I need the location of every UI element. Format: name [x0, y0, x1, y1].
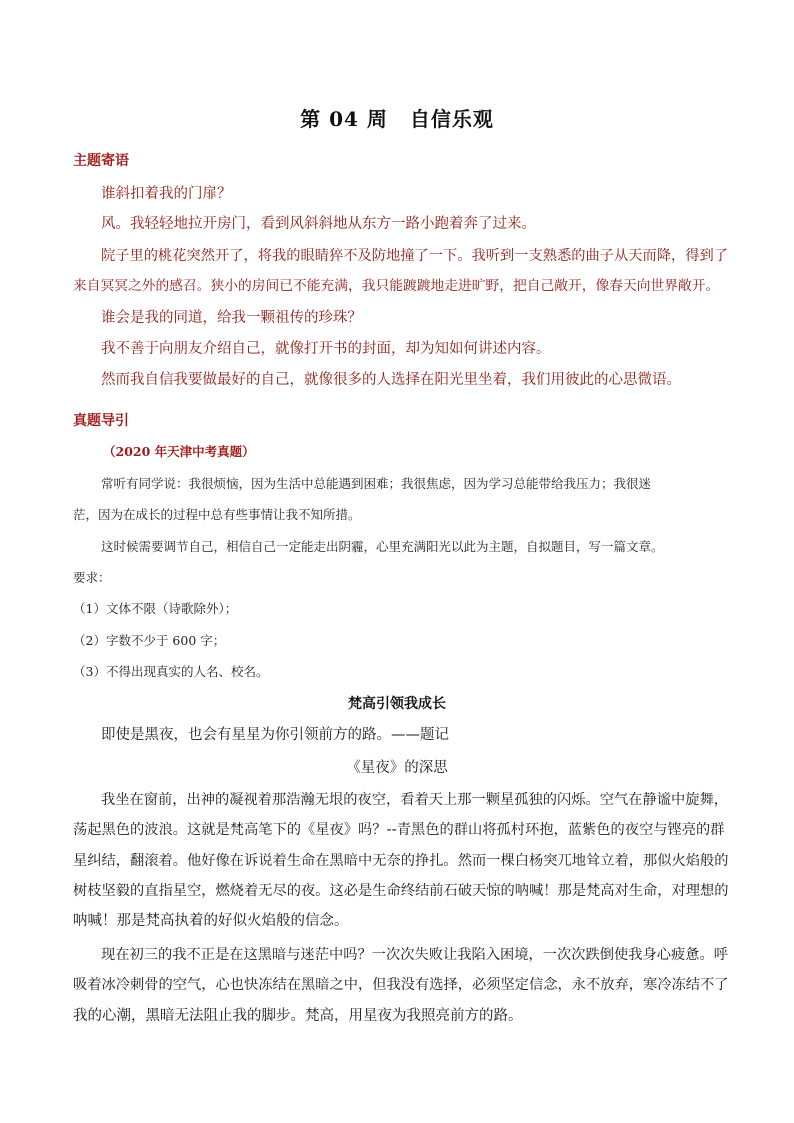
theme-line: 谁会是我的同道，给我一颗祖传的珍珠？	[101, 310, 362, 326]
exam-requirement: （1）文体不限（诗歌除外）；	[73, 601, 238, 616]
section-heading-exam: 真题导引	[73, 413, 129, 429]
essay-line: 吸着冰冷刺骨的空气，心也快冻结在黑暗之中，但我没有选择，必须坚定信念，永不放弃，寒冷冻结不了	[73, 977, 729, 993]
exam-line: 茫，因为在成长的过程中总有些事情让我不知所措。	[73, 507, 361, 522]
essay-line: 呐喊！那是梵高执着的好似火焰般的信念。	[73, 913, 349, 929]
exam-requirement: （2）字数不少于 600 字；	[73, 633, 226, 648]
essay-line: 我的心潮，黑暗无法阻止我的脚步。梵高，用星夜为我照亮前方的路。	[73, 1008, 523, 1024]
title-theme: 自信乐观	[409, 107, 494, 131]
essay-line: 我坐在窗前，出神的凝视着那浩瀚无垠的夜空，看着天上那一颗星孤独的闪烁。空气在静谧中旋舞，	[101, 792, 729, 808]
exam-line: 常听有同学说：我很烦恼，因为生活中总能遇到困难；我很焦虑，因为学习总能带给我压力；我很迷	[101, 476, 652, 491]
section-heading-theme: 主题寄语	[73, 153, 129, 169]
essay-line: 树枝坚毅的直指星空，燃烧着无尽的夜。这必是生命终结前石破天惊的呐喊！那是梵高对生命，对理想的	[73, 883, 729, 899]
theme-line: 来自冥冥之外的感召。狭小的房间已不能充满，我只能踱踱地走进旷野，把自己敞开，像春天向世界敞开。	[73, 278, 720, 294]
theme-line: 谁斜扣着我的门扉？	[101, 186, 232, 202]
exam-source: （2020 年天津中考真题）	[103, 444, 255, 459]
theme-line: 院子里的桃花突然开了，将我的眼睛猝不及防地撞了一下。我听到一支熟悉的曲子从天而降，得到了	[101, 248, 729, 264]
exam-requirement: （3）不得出现真实的人名、校名。	[73, 664, 269, 679]
theme-line: 然而我自信我要做最好的自己，就像很多的人选择在阳光里坐着，我们用彼此的心思微语。	[101, 372, 681, 388]
essay-line: 荡起黑色的波浪。这就是梵高笔下的《星夜》吗？--青黑色的群山将孤村环抱，蓝紫色的夜空与铿亮的群	[73, 822, 725, 838]
essay-line: 现在初三的我不正是在这黑暗与迷茫中吗？一次次失败让我陷入困境，一次次跌倒使我身心疲惫。呼	[101, 947, 729, 963]
essay-title: 梵高引领我成长	[348, 696, 446, 712]
title-week: 第 04 周	[300, 107, 388, 131]
theme-line: 风。我轻轻地拉开房门，看到风斜斜地从东方一路小跑着奔了过来。	[101, 216, 536, 232]
exam-line: 这时候需要调节自己，相信自己一定能走出阴霾，心里充满阳光以此为主题，自拟题目，写一篇文章。	[101, 539, 664, 554]
essay-line: 星纠结，翻滚着。他好像在诉说着生命在黑暗中无奈的挣扎。然而一棵白杨突兀地耸立着，那似火焰般的	[73, 853, 729, 869]
essay-subtitle: 《星夜》的深思	[346, 760, 448, 776]
exam-line: 要求：	[73, 570, 111, 585]
essay-epigraph: 即使是黑夜，也会有星星为你引领前方的路。——题记	[101, 727, 449, 743]
theme-line: 我不善于向朋友介绍自己，就像打开书的封面，却为知如何讲述内容。	[101, 341, 551, 357]
page-title	[0, 103, 794, 132]
